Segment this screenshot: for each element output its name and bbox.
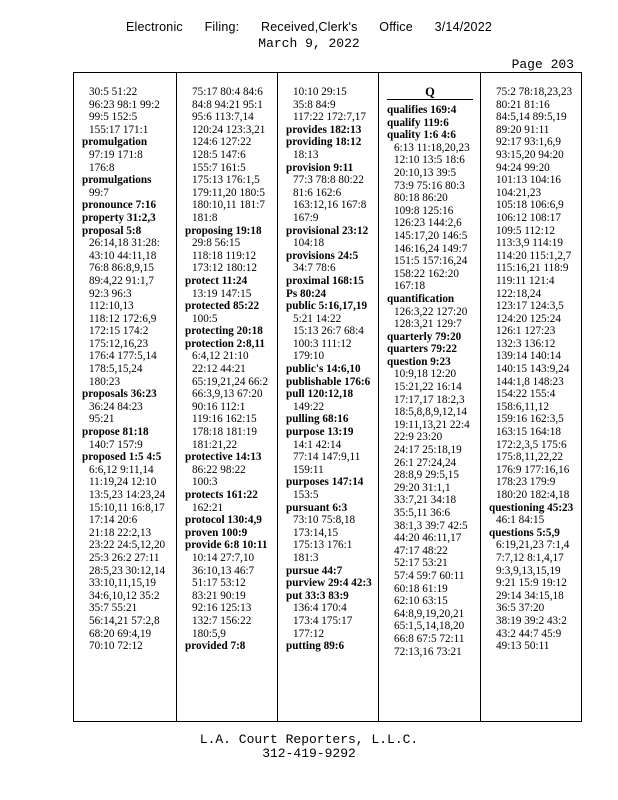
index-reference: 6:6,12 9:11,14 [89,463,154,476]
index-reference: 38:19 39:2 43:2 [496,614,567,627]
index-term: proposal 5:8 [82,224,142,237]
index-reference: 159:16 162:3,5 [496,413,564,426]
index-reference: 43:2 44:7 45:9 [496,627,562,640]
index-term: provisions 24:5 [286,249,359,262]
index-reference: 124:6 127:22 [192,136,252,149]
index-reference: 109:5 112:12 [496,224,555,237]
index-term: provided 7:8 [185,640,246,653]
index-reference: 175:12,16,23 [89,337,149,350]
index-term: provide 6:8 10:11 [185,539,268,552]
index-reference: 177:12 [293,627,325,640]
index-reference: 36:10,13 46:7 [192,564,255,577]
index-term: pull 120:12,18 [286,388,354,401]
index-reference: 65:19,21,24 66:2 [192,375,269,388]
index-reference: 106:12 108:17 [496,211,561,224]
index-reference: 33:7,21 34:18 [394,494,457,507]
index-reference: 132:7 156:22 [192,614,252,627]
index-reference: 26:1 27:24,24 [394,456,457,469]
index-reference: 92:17 93:1,6,9 [496,136,561,149]
index-term: public's 14:6,10 [286,363,361,376]
index-reference: 52:17 53:21 [394,557,448,570]
index-column-1 [74,73,176,721]
index-reference: 80:21 81:16 [496,98,550,111]
index-reference: 132:3 136:12 [496,337,556,350]
index-term: questioning 45:23 [489,501,574,514]
index-term: public 5:16,17,19 [286,300,368,313]
index-reference: 122:18,24 [496,287,542,300]
index-reference: 105:18 106:6,9 [496,199,564,212]
index-reference: 9:3,9,13,15,19 [496,564,561,577]
index-term: purpose 13:19 [286,426,354,439]
index-reference: 94:24 99:20 [496,161,550,174]
index-reference: 93:15,20 94:20 [496,148,564,161]
index-reference: 123:17 124:3,5 [496,300,564,313]
index-reference: 13:5,23 14:23,24 [89,489,166,501]
index-reference: 128:3,21 129:7 [394,318,462,331]
index-column-4 [378,73,481,721]
index-term: purposes 147:14 [286,476,364,489]
index-reference: 22:9 23:20 [394,431,443,444]
index-reference: 124:20 125:24 [496,312,561,325]
index-reference: 10:14 27:7,10 [192,551,255,564]
index-term: proposing 19:18 [185,224,262,237]
index-term: protects 161:22 [185,489,258,501]
index-reference: 172:15 174:2 [89,325,149,338]
index-reference: 118:18 119:12 [192,249,257,262]
index-term: promulgations [82,174,152,187]
index-reference: 176:4 177:5,14 [89,350,157,363]
index-reference: 10:10 29:15 [293,86,347,98]
index-reference: 118:12 172:6,9 [89,312,157,325]
index-reference: 15:21,22 16:14 [394,381,462,394]
index-reference: 34:7 78:6 [293,262,336,275]
footer [0,733,618,761]
index-term: questions 5:5,9 [489,526,560,539]
index-reference: 23:22 24:5,12,20 [89,539,166,552]
index-reference: 9:21 15:9 19:12 [496,577,567,590]
index-reference: 149:22 [293,400,325,413]
index-reference: 6:4,12 21:10 [192,350,249,363]
index-reference: 26:14,18 31:28: [89,237,160,250]
index-reference: 119:16 162:15 [192,413,257,426]
index-term: quarters 79:22 [387,343,457,356]
index-term: quality 1:6 4:6 [387,129,456,142]
index-reference: 180:5,9 [192,627,226,640]
index-reference: 113:3,9 114:19 [496,237,563,250]
index-reference: 24:17 25:18,19 [394,444,462,457]
index-reference: 75:17 80:4 84:6 [192,86,263,98]
index-reference: 29:20 31:1,1 [394,481,451,494]
index-reference: 117:22 172:7,17 [293,111,366,124]
index-term: proposals 36:23 [82,388,157,401]
hearing-date: March 9, 2022 [258,36,360,51]
index-reference: 49:13 50:11 [496,640,550,653]
index-reference: 181:8 [192,211,218,224]
filing-label: Filing: [204,20,240,34]
index-reference: 19:11,13,21 22:4 [394,418,470,431]
index-reference: 167:9 [293,211,319,224]
index-reference: 163:12,16 167:8 [293,199,367,212]
index-reference: 126:23 144:2,6 [394,217,462,230]
index-reference: 34:6,10,12 35:2 [89,589,160,602]
index-reference: 22:12 44:21 [192,363,246,376]
index-reference: 163:15 164:18 [496,426,561,439]
index-reference: 154:22 155:4 [496,388,556,401]
index-reference: 90:16 112:1 [192,400,246,413]
index-reference: 176:9 177:16,16 [496,463,570,476]
index-reference: 43:10 44:11,18 [89,249,157,262]
index-reference: 77:3 78:8 80:22 [293,174,364,187]
index-reference: 175:8,11,22,22 [496,451,564,464]
index-reference: 140:15 143:9,24 [496,363,570,376]
section-letter: Q [387,86,473,100]
index-reference: 73:10 75:8,18 [293,514,356,527]
index-reference: 84:8 94:21 95:1 [192,98,263,111]
index-reference: 99:5 152:5 [89,111,138,124]
index-reference: 159:11 [293,463,324,476]
index-reference: 84:5,14 89:5,19 [496,111,567,124]
index-reference: 151:5 157:16,24 [394,255,468,268]
index-reference: 175:13 176:1 [293,539,353,552]
index-reference: 35:5,11 36:6 [394,507,451,519]
index-reference: 153:5 [293,489,319,501]
index-reference: 46:1 84:15 [496,514,545,527]
reporter-phone: 312-419-9292 [262,746,356,761]
index-reference: 179:10 [293,350,325,363]
index-term: pulling 68:16 [286,413,349,426]
index-reference: 180:10,11 181:7 [192,199,265,212]
index-term: protecting 20:18 [185,325,263,338]
index-term: pronounce 7:16 [82,199,157,212]
index-reference: 89:20 91:11 [496,123,550,136]
index-reference: 66:8 67:5 72:11 [394,632,465,645]
index-reference: 17:17,17 18:2,3 [394,393,465,406]
index-reference: 136:4 170:4 [293,602,347,615]
index-term: quantification [387,292,455,305]
index-reference: 100:5 [192,312,218,325]
index-term: purview 29:4 42:3 [286,577,372,590]
index-reference: 68:20 69:4,19 [89,627,152,640]
index-term: publishable 176:6 [286,375,371,388]
index-term: proximal 168:15 [286,274,364,287]
index-reference: 13:19 147:15 [192,287,252,300]
index-reference: 95:6 113:7,14 [192,111,254,124]
index-term: property 31:2,3 [82,211,156,224]
index-reference: 178:23 179:9 [496,476,556,489]
index-reference: 51:17 53:12 [192,577,246,590]
index-reference: 176:8 [89,161,115,174]
index-term: proposed 1:5 4:5 [82,451,162,464]
index-reference: 180:20 182:4,18 [496,489,570,501]
index-reference: 75:2 78:18,23,23 [496,86,573,98]
index-reference: 128:5 147:6 [192,148,246,161]
index-term: provides 182:13 [286,123,362,136]
index-term: protocol 130:4,9 [185,514,262,527]
index-reference: 178:5,15,24 [89,363,143,376]
index-reference: 181:21,22 [192,438,238,451]
index-term: question 9:23 [387,355,451,368]
index-reference: 28:5,23 30:12,14 [89,564,166,577]
index-reference: 101:13 104:16 [496,174,561,187]
index-reference: 30:5 51:22 [89,86,138,98]
index-reference: 72:13,16 73:21 [394,645,462,658]
filing-received: Received,Clerk's [261,20,358,34]
index-reference: 89:4,22 91:1,7 [89,274,154,287]
index-reference: 114:20 115:1,2,7 [496,249,572,262]
filing-electronic: Electronic [125,20,183,34]
index-term: Ps 80:24 [286,287,327,300]
index-reference: 70:10 72:12 [89,640,143,653]
index-reference: 56:14,21 57:2,8 [89,614,160,627]
index-reference: 5:21 14:22 [293,312,342,325]
index-reference: 139:14 140:14 [496,350,561,363]
index-column-2 [176,73,278,721]
index-reference: 140:7 157:9 [89,438,143,451]
index-reference: 62:10 63:15 [394,595,448,608]
index-reference: 95:21 [89,413,115,426]
index-reference: 86:22 98:22 [192,463,246,476]
index-term: provision 9:11 [286,161,354,174]
index-reference: 28:8,9 29:5,15 [394,469,459,482]
index-reference: 158:22 162:20 [394,267,459,280]
index-reference: 38:1,3 39:7 42:5 [394,519,468,532]
index-reference: 29:14 34:15,18 [496,589,564,602]
index-reference: 47:17 48:22 [394,544,448,557]
index-reference: 10:9,18 12:20 [394,368,457,381]
index-frame [73,72,582,722]
index-reference: 167:18 [394,280,426,293]
index-reference: 109:8 125:16 [394,204,454,217]
index-reference: 25:3 26:2 27:11 [89,551,160,564]
index-reference: 144:1,8 148:23 [496,375,564,388]
index-term: promulgation [82,136,148,149]
index-term: proven 100:9 [185,526,248,539]
reporter-company: L.A. Court Reporters, L.L.C. [199,732,419,747]
index-reference: 57:4 59:7 60:11 [394,569,465,582]
index-reference: 15:13 26:7 68:4 [293,325,364,338]
index-reference: 104:21,23 [496,186,542,199]
index-reference: 158:6,11,12 [496,400,550,413]
index-term: protection 2:8,11 [185,337,265,350]
index-reference: 80:18 86:20 [394,192,448,205]
index-term: propose 81:18 [82,426,149,439]
index-reference: 60:18 61:19 [394,582,448,595]
filing-office: Office [379,20,413,34]
index-term: protective 14:13 [185,451,262,464]
filing-date: 3/14/2022 [434,20,493,34]
index-reference: 64:8,9,19,20,21 [394,607,465,620]
index-reference: 178:18 181:19 [192,426,257,439]
index-reference: 179:11,20 180:5 [192,186,265,199]
index-reference: 21:18 22:2,13 [89,526,152,539]
index-term: putting 89:6 [286,640,345,653]
index-reference: 175:13 176:1,5 [192,174,260,187]
index-reference: 14:1 42:14 [293,438,342,451]
index-reference: 33:10,11,15,19 [89,577,157,590]
index-reference: 145:17,20 146:5 [394,229,468,242]
index-reference: 15:10,11 16:8,17 [89,501,165,514]
page-number: Page 203 [511,57,574,72]
index-term: protected 85:22 [185,300,260,313]
index-term: providing 18:12 [286,136,362,149]
index-reference: 146:16,24 149:7 [394,242,468,255]
index-reference: 172:2,3,5 175:6 [496,438,567,451]
index-reference: 12:10 13:5 18:6 [394,154,465,167]
index-reference: 44:20 46:11,17 [394,532,462,545]
index-term: provisional 23:12 [286,224,369,237]
index-reference: 115:16,21 118:9 [496,262,569,275]
index-reference: 73:9 75:16 80:3 [394,179,465,192]
index-reference: 81:6 162:6 [293,186,342,199]
index-term: pursuant 6:3 [286,501,348,514]
index-reference: 36:24 84:23 [89,400,143,413]
index-reference: 126:1 127:23 [496,325,556,338]
index-reference: 11:19,24 12:10 [89,476,157,489]
index-reference: 35:7 55:21 [89,602,138,615]
index-reference: 6:13 11:18,20,23 [394,141,470,154]
index-reference: 20:10,13 39:5 [394,166,457,179]
index-reference: 76:8 86:8,9,15 [89,262,154,275]
index-reference: 6:19,21,23 7:1,4 [496,539,570,552]
index-term: protect 11:24 [185,274,248,287]
index-reference: 66:3,9,13 67:20 [192,388,263,401]
index-reference: 173:14,15 [293,526,339,539]
index-reference: 120:24 123:3,21 [192,123,266,136]
index-reference: 17:14 20:6 [89,514,138,527]
index-reference: 96:23 98:1 99:2 [89,98,160,111]
index-reference: 97:19 171:8 [89,148,143,161]
index-reference: 65:1,5,14,18,20 [394,620,465,633]
index-reference: 155:17 171:1 [89,123,149,136]
index-reference: 18:5,8,8,9,12,14 [394,406,468,419]
index-term: qualify 119:6 [387,116,449,129]
index-reference: 104:18 [293,237,325,250]
index-column-3 [277,73,379,721]
index-column-5 [480,73,584,721]
index-reference: 29:8 56:15 [192,237,241,250]
index-term: pursue 44:7 [286,564,343,577]
index-term: quarterly 79:20 [387,330,462,343]
index-reference: 99:7 [89,186,109,199]
index-reference: 100:3 [192,476,218,489]
index-reference: 126:3,22 127:20 [394,305,468,318]
index-reference: 36:5 37:20 [496,602,545,615]
index-reference: 100:3 111:12 [293,337,352,350]
index-term: put 33:3 83:9 [286,589,349,602]
index-reference: 35:8 84:9 [293,98,336,111]
index-reference: 181:3 [293,551,319,564]
index-reference: 155:7 161:5 [192,161,246,174]
index-reference: 173:12 180:12 [192,262,257,275]
index-reference: 180:23 [89,375,121,388]
index-reference: 112:10,13 [89,300,134,313]
index-reference: 18:13 [293,148,319,161]
index-reference: 92:3 96:3 [89,287,132,300]
index-reference: 7:7,12 8:1,4,17 [496,551,564,564]
index-reference: 162:21 [192,501,224,514]
filing-stamp [0,20,618,34]
index-reference: 77:14 147:9,11 [293,451,361,464]
index-term: qualifies 169:4 [387,104,457,116]
index-reference: 83:21 90:19 [192,589,246,602]
index-reference: 119:11 121:4 [496,274,555,287]
index-reference: 173:4 175:17 [293,614,353,627]
index-reference: 92:16 125:13 [192,602,252,615]
